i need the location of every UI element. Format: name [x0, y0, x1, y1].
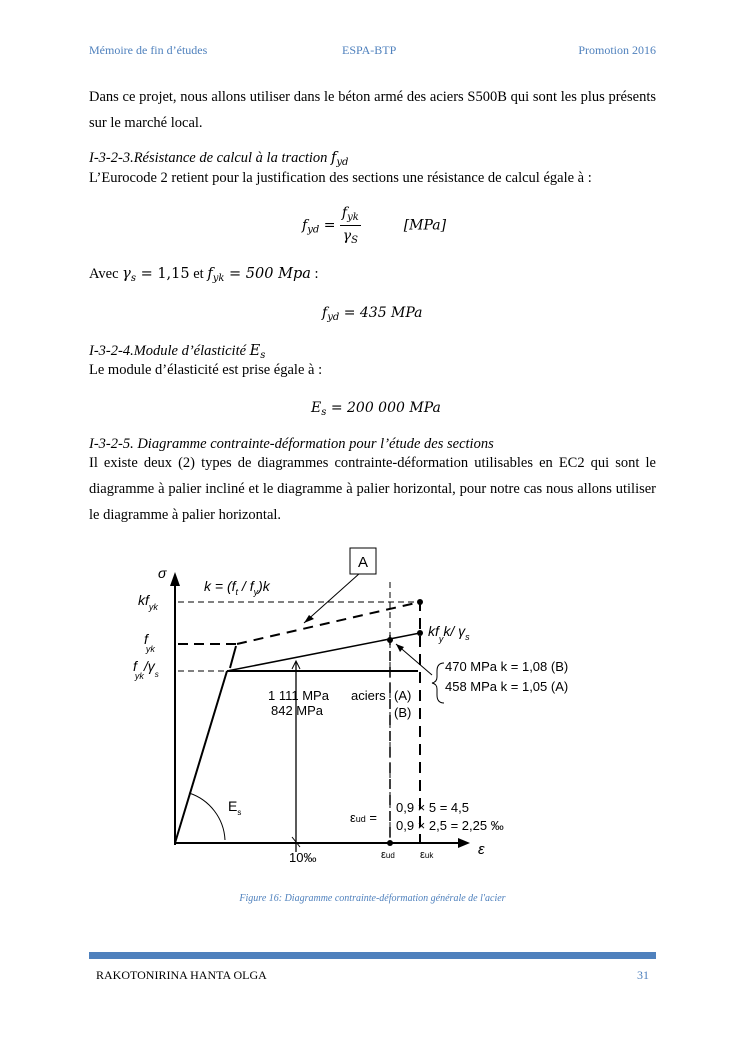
fyd-num-sub: yk: [347, 212, 359, 223]
heading-es-sub: s: [260, 350, 266, 361]
leader-a: [304, 573, 360, 623]
avec-et: et: [193, 266, 204, 282]
fyd-unit: [MPa]: [403, 217, 447, 234]
k-formula-start: k = (f: [204, 578, 236, 594]
header-center: ESPA-BTP: [342, 43, 397, 57]
epsilon-label: ε: [478, 841, 485, 858]
avec-line: [89, 266, 319, 284]
value-b: 470 MPa k = 1,08 (B): [445, 659, 569, 674]
fyd-den-sub: S: [351, 235, 358, 246]
eud-eq-sub: ud: [355, 814, 366, 824]
kfyk-sub: yk: [148, 602, 158, 612]
fyd-formula: [302, 205, 446, 246]
tick-euk-main: ε: [420, 849, 425, 861]
figure-caption: Figure 16: Diagramme contrainte-déformation générale de l'acier: [239, 893, 506, 904]
point-middle: [387, 637, 393, 643]
eud-eq-main: ε: [350, 810, 356, 825]
kfyk-gs-k: k: [443, 623, 451, 639]
fyd-num: [340, 205, 361, 226]
epsilon-arrowhead: [458, 838, 470, 848]
aciers-label: aciers: [351, 688, 386, 703]
fyd-lhs: f: [302, 217, 308, 234]
sigma-arrowhead: [170, 572, 180, 586]
dashed-curve-link: [230, 646, 236, 668]
elastic-line: [175, 671, 227, 843]
fyk-main: f: [144, 631, 148, 647]
stress-strain-diagram: [0, 540, 745, 880]
heading-es: [89, 343, 265, 361]
avec-gamma: γ: [122, 266, 131, 282]
tick-10: 10‰: [289, 850, 317, 865]
k-formula: [204, 578, 271, 597]
k-formula-sub-y: y: [253, 587, 259, 597]
fyd-text: L’Eurocode 2 retient pour la justification des sections une résistance de calcul égale à :: [89, 170, 592, 186]
aciers-b: (B): [394, 705, 412, 720]
page-number: 31: [637, 968, 649, 982]
fyd-lhs-sub: yd: [307, 224, 320, 236]
point-upper: [417, 599, 423, 605]
avec-fyk-sub: yk: [212, 273, 225, 284]
fyd-eq: =: [323, 217, 336, 234]
fyd-result-sub: yd: [327, 312, 340, 323]
es-label: [228, 798, 241, 817]
point-eud-axis: [387, 840, 393, 846]
heading-diagram: I-3-2-5. Diagramme contrainte-déformation pour l’étude des sections: [89, 436, 494, 452]
kfyk-gs-tail: / γ: [450, 623, 466, 639]
kfyk-gs-tail-sub: s: [465, 632, 470, 642]
fyd-fraction: [340, 205, 361, 246]
heading-fyd-sym: f: [331, 150, 337, 166]
fyd-num-sym: f: [341, 205, 348, 221]
es-sub: s: [237, 808, 242, 817]
value-a: 458 MPa k = 1,05 (A): [445, 679, 569, 694]
es-formula-sub: s: [321, 407, 327, 418]
heading-fyd-text: I-3-2-3.Résistance de calcul à la traction: [89, 150, 328, 166]
calc-1: 0,9 × 5 = 4,5: [396, 800, 470, 815]
fyd-result-sym: f: [322, 305, 328, 321]
header-right: Promotion 2016: [578, 43, 656, 57]
aciers-a: (A): [394, 688, 412, 703]
tick-eud-sub: ud: [385, 851, 395, 860]
kfyk-label: [138, 592, 158, 612]
fyd-result: [322, 305, 423, 323]
fyk-label: [144, 631, 155, 654]
tick-eud: [381, 849, 395, 861]
header-left: Mémoire de fin d’études: [89, 43, 208, 57]
es-text: Le module d’élasticité est prise égale à :: [89, 362, 323, 378]
fyk-gamma-tail: /γ: [143, 658, 155, 674]
k-formula-mid: / f: [238, 578, 254, 594]
sigma-label: σ: [158, 565, 167, 581]
fyd-den: [340, 226, 361, 246]
fyk-gamma-tail-sub: s: [154, 670, 159, 679]
k-formula-sub-t: t: [235, 587, 239, 597]
es-formula: [311, 400, 441, 418]
avec-fyk: f: [207, 266, 213, 282]
fyk-gamma-sub: yk: [134, 671, 144, 681]
eud-eq: [350, 810, 377, 825]
fyd-den-sym: γ: [342, 228, 352, 244]
eud-eq-tail: =: [365, 810, 378, 825]
avec-fyk-val: = 500 Mpa: [229, 266, 311, 282]
calc-2: 0,9 × 2,5 = 2,25 ‰: [396, 818, 504, 833]
tick-euk: [420, 849, 434, 861]
avec-prefix: Avec: [89, 266, 119, 282]
es-formula-value: = 200 000 MPa: [330, 400, 441, 416]
footer-bar: [89, 952, 656, 959]
values-brace: [432, 663, 444, 703]
heading-fyd-sub: yd: [336, 157, 349, 168]
es-formula-sym: E: [311, 400, 322, 416]
diagram-paragraph: Il existe deux (2) types de diagrammes contrainte-déformation utilisables en EC2 qui sont le diagramme à palier incliné et le diagramme à palier horizontal, pour notre cas nous allons utiliser le diagramme à palier horizontal.: [89, 455, 656, 523]
leader-values-arrow: [396, 644, 404, 652]
kfyk-gs-main: kf: [428, 623, 439, 639]
mpa-1111: 1 111 MPa: [268, 688, 329, 703]
footer-author: RAKOTONIRINA HANTA OLGA: [96, 968, 267, 982]
tick-euk-sub: uk: [424, 851, 434, 860]
leader-a-arrow: [304, 615, 314, 623]
es-arc: [189, 793, 225, 840]
fyk-gamma-main: f: [133, 658, 137, 674]
fyd-result-value: = 435 MPa: [343, 305, 423, 321]
es-main: E: [228, 798, 238, 814]
fyk-sub: yk: [145, 644, 155, 654]
point-end-inclined: [417, 630, 423, 636]
label-a: A: [358, 554, 369, 571]
k-formula-end: )k: [258, 578, 270, 594]
heading-es-sym: E: [249, 343, 261, 359]
fyk-gamma-label: [133, 658, 159, 681]
tick-eud-main: ε: [381, 849, 386, 861]
kfyk-gs-label: [428, 623, 470, 644]
kfyk-main: kf: [138, 592, 149, 608]
heading-es-text: I-3-2-4.Module d’élasticité: [89, 343, 247, 359]
intro-paragraph: Dans ce projet, nous allons utiliser dans le béton armé des aciers S500B qui sont les plus présents sur le marché local.: [89, 89, 656, 131]
avec-colon: :: [314, 266, 319, 282]
heading-fyd: [89, 150, 348, 168]
kfyk-gs-sub: y: [438, 634, 444, 644]
avec-gamma-sub: s: [130, 273, 136, 284]
mpa-842: 842 MPa: [271, 703, 324, 718]
avec-gamma-val: = 1,15: [140, 266, 190, 282]
